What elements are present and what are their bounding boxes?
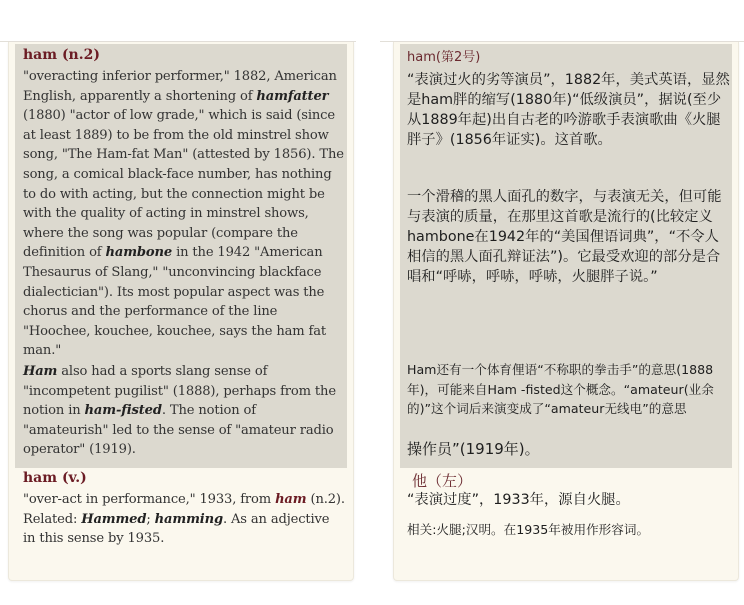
- term-link-hambone[interactable]: hambone: [105, 245, 173, 261]
- entry-title-ham-v: ham (v.): [23, 470, 87, 486]
- etymology-card-chinese: [393, 42, 739, 581]
- entry-title-ham-n2: ham (n.2): [23, 47, 100, 63]
- entry-definition-paragraph: "overacting inferior performer," 1882, American English, apparently a shortening of hamfatter (1880) "actor of low grade," which is said (since at least 1889) to be from the old minstrel show song, "The Ham-fat Man" (attested by 1856). The song, a comical black-face number, has nothing to do with acting, but the connection might be with the quality of acting in minstrel shows, where the song was popular (compare the definition of hambone in the 1942 "American Thesaurus of Slang," "unconvincing blackface dialectician"). Its most popular aspect was the chorus and the performance of the line "Hoochee, kouchee, kouchee, says the ham fat man.": [23, 69, 344, 359]
- entry-title-ham-v: 他（左）: [412, 472, 473, 490]
- term-link-ham-fisted[interactable]: ham-fisted: [84, 403, 162, 419]
- entry-title-ham-n2: ham(第2号): [407, 50, 481, 65]
- entry-definition-paragraph: Ham还有一个体育俚语“不称职的拳击手”的意思(1888年)，可能来自Ham -fisted这个概念。“amateur(业余的)”这个词后来演变成了“amateur无线电”的意思: [407, 362, 714, 416]
- entry-definition-continuation: 操作员”(1919年)。: [407, 440, 540, 458]
- term-link-hamfatter[interactable]: hamfatter: [256, 88, 329, 104]
- entry-definition-paragraph: "over-act in performance," 1933, from ham (n.2). Related: Hammed; hamming. As an adjective in this sense by 1935.: [23, 492, 345, 547]
- term-hammed: Hammed: [81, 511, 147, 527]
- entry-definition-paragraph: “表演过度”，1933年，源自火腿。: [407, 492, 630, 508]
- entry-definition-paragraph: 相关:火腿;汉明。在1935年被用作形容词。: [407, 522, 650, 537]
- term-ham: Ham: [23, 364, 58, 379]
- term-hamming: hamming: [154, 511, 223, 527]
- entry-definition-paragraph: 一个滑稽的黑人面孔的数字，与表演无关，但可能与表演的质量，在那里这首歌是流行的(比较定义hambone在1942年的“美国俚语词典”，“不令人相信的黑人面孔辩证法”)。它最受欢迎的部分是合唱和“呼哧，呼哧，呼哧，火腿胖子说。”: [407, 189, 722, 285]
- entry-definition-paragraph: “表演过火的劣等演员”，1882年，美式英语，显然是ham胖的缩写(1880年)“低级演员”，据说(至少从1889年起)出自古老的吟游歌手表演歌曲《火腿胖子》(1856年证实)。这首歌。: [407, 72, 730, 148]
- term-link-ham[interactable]: ham: [275, 492, 307, 507]
- etymology-card-english: [8, 42, 354, 581]
- entry-definition-paragraph: Ham also had a sports slang sense of "incompetent pugilist" (1888), perhaps from the notion in ham-fisted. The notion of "amateurish" led to the sense of "amateur radio operator" (1919).: [23, 364, 336, 458]
